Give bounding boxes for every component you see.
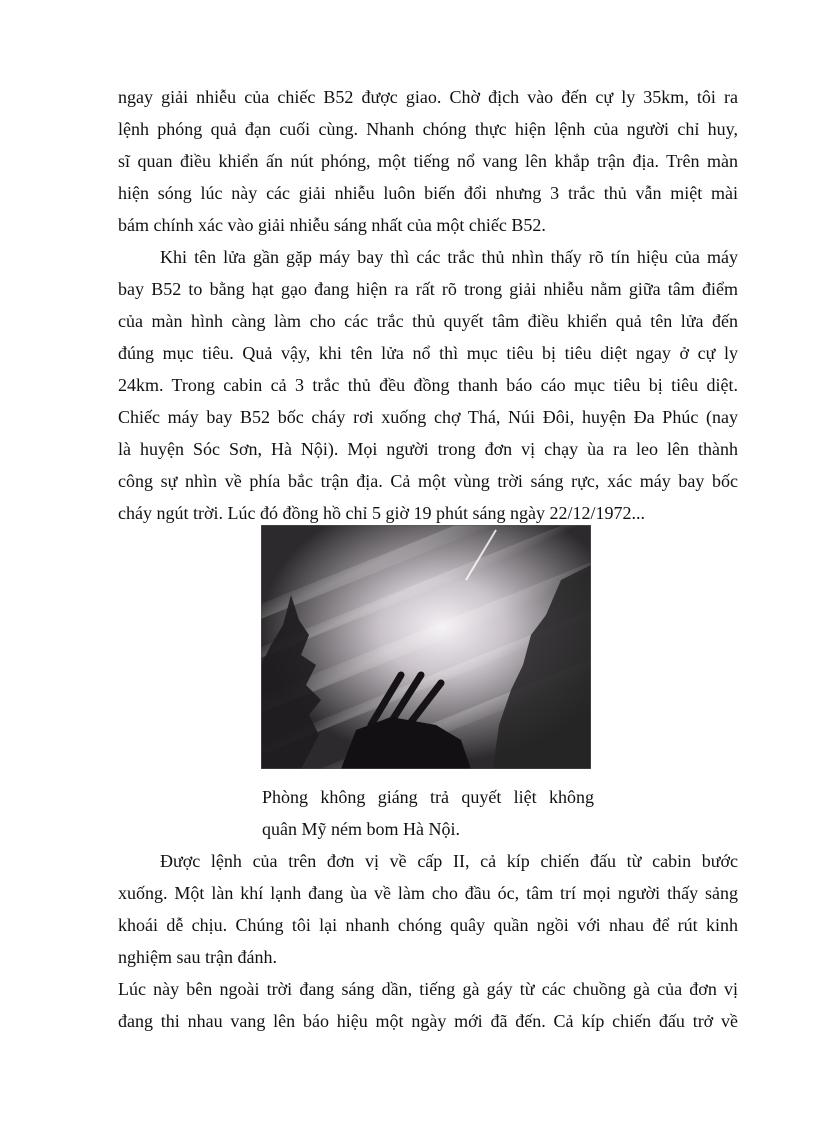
paragraph-1-line-3: sĩ quan điều khiển ấn nút phóng, một tiếng nổ vang lên khắp trận địa. Trên màn <box>118 151 738 171</box>
paragraph-2-line-7: là huyện Sóc Sơn, Hà Nội). Mọi người trong đơn vị chạy ùa ra leo lên thành <box>118 439 738 459</box>
paragraph-1-line-2: lệnh phóng quả đạn cuối cùng. Nhanh chóng thực hiện lệnh của người chỉ huy, <box>118 119 738 139</box>
paragraph-2-line-8: công sự nhìn về phía bắc trận địa. Cả một vùng trời sáng rực, xác máy bay bốc <box>118 471 738 491</box>
paragraph-2-line-9: cháy ngút trời. Lúc đó đồng hồ chỉ 5 giờ 19 phút sáng ngày 22/12/1972... <box>118 503 645 523</box>
paragraph-2-line-6: Chiếc máy bay B52 bốc cháy rơi xuống chợ Thá, Núi Đôi, huyện Đa Phúc (nay <box>118 407 738 427</box>
paragraph-1-line-5: bám chính xác vào giải nhiễu sáng nhất của một chiếc B52. <box>118 215 546 235</box>
war-photo <box>261 525 591 769</box>
paragraph-3-line-2: xuống. Một làn khí lạnh đang ùa về làm cho đầu óc, tâm trí mọi người thấy sảng <box>118 883 738 903</box>
paragraph-3-line-4: nghiệm sau trận đánh. <box>118 947 277 967</box>
paragraph-3-line-3: khoái dễ chịu. Chúng tôi lại nhanh chóng quây quần ngồi với nhau để rút kinh <box>118 915 738 935</box>
paragraph-4-line-2: đang thi nhau vang lên báo hiệu một ngày mới đã đến. Cả kíp chiến đấu trở về <box>118 1011 738 1031</box>
paragraph-3-line-1: Được lệnh của trên đơn vị về cấp II, cả kíp chiến đấu từ cabin bước <box>160 851 738 871</box>
paragraph-4-line-1: Lúc này bên ngoài trời đang sáng dần, tiếng gà gáy từ các chuồng gà của đơn vị <box>118 979 738 999</box>
paragraph-2-line-2: bay B52 to bằng hạt gạo đang hiện ra rất rõ trong giải nhiễu nằm giữa tâm điểm <box>118 279 738 299</box>
paragraph-2-line-3: của màn hình càng làm cho các trắc thủ quyết tâm điều khiển quả tên lửa đến <box>118 311 738 331</box>
figure-caption-line-2: quân Mỹ ném bom Hà Nội. <box>262 819 460 839</box>
paragraph-1-line-1: ngay giải nhiễu của chiếc B52 được giao. Chờ địch vào đến cự ly 35km, tôi ra <box>118 87 738 107</box>
paragraph-2-line-1: Khi tên lửa gần gặp máy bay thì các trắc thủ nhìn thấy rõ tín hiệu của máy <box>160 247 738 267</box>
figure-caption-line-1: Phòng không giáng trả quyết liệt không <box>262 787 594 807</box>
anti-aircraft-photo-illustration <box>261 525 591 769</box>
paragraph-1-line-4: hiện sóng lúc này các giải nhiễu luôn biến đổi nhưng 3 trắc thủ vẫn miệt mài <box>118 183 738 203</box>
paragraph-2-line-5: 24km. Trong cabin cả 3 trắc thủ đều đồng thanh báo cáo mục tiêu bị tiêu diệt. <box>118 375 738 395</box>
paragraph-2-line-4: đúng mục tiêu. Quả vậy, khi tên lửa nổ thì mục tiêu bị tiêu diệt ngay ở cự ly <box>118 343 738 363</box>
